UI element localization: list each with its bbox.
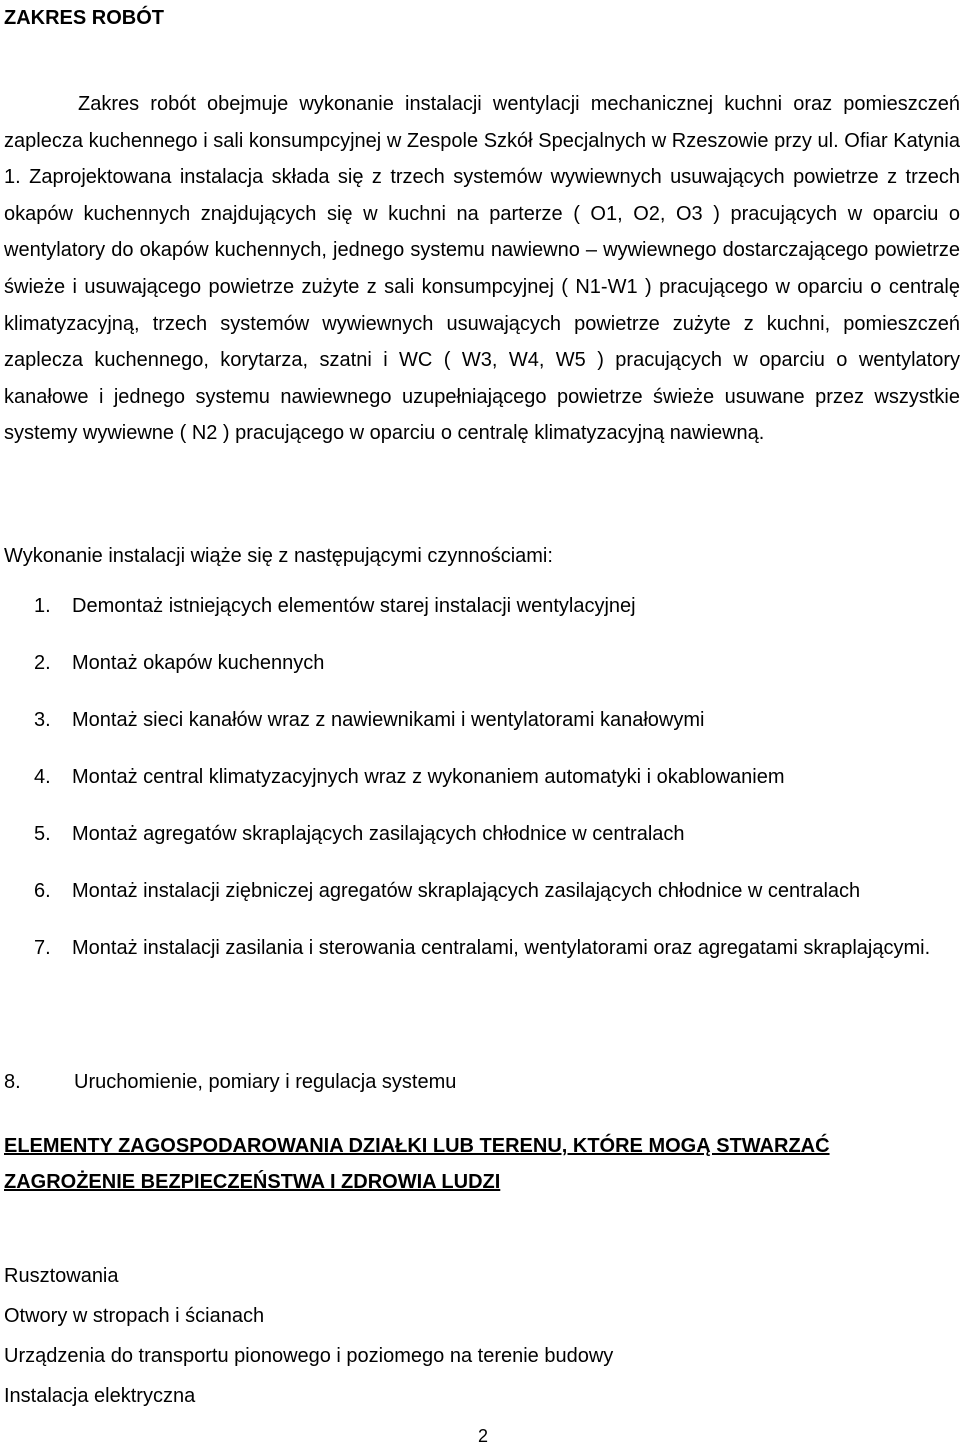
list-item (0, 759, 942, 795)
hazards-list (4, 1256, 613, 1416)
hazards-heading (4, 1128, 944, 1200)
list-item-text: Montaż okapów kuchennych (72, 652, 325, 674)
list-item-text: Montaż sieci kanałów wraz z nawiewnikami i wentylatorami kanałowymi (72, 709, 705, 731)
list-item-number: 6. (34, 880, 51, 902)
list-item-text: Demontaż istniejących elementów starej instalacji wentylacyjnej (72, 595, 636, 617)
list-item (0, 588, 942, 624)
list-item-text: Montaż central klimatyzacyjnych wraz z wykonaniem automatyki i okablowaniem (72, 766, 785, 788)
hazard-item: Otwory w stropach i ścianach (4, 1305, 265, 1327)
list-item (0, 645, 942, 681)
list-item-text: Montaż instalacji zasilania i sterowania centralami, wentylatorami oraz agregatami skraplającymi. (72, 937, 931, 959)
section-title: ZAKRES ROBÓT (4, 7, 164, 29)
hazards-heading-line2: ZAGROŻENIE BEZPIECZEŃSTWA I ZDROWIA LUDZI (4, 1171, 501, 1193)
list-item (0, 816, 942, 852)
tasks-intro: Wykonanie instalacji wiąże się z następującymi czynnościami: (4, 545, 553, 567)
list-item-number: 7. (34, 937, 51, 959)
scope-paragraph-text: Zakres robót obejmuje wykonanie instalacji wentylacji mechanicznej kuchni oraz pomieszczeń zaplecza kuchennego i sali konsumpcyjnej w Zespole Szkół Specjalnych w Rzeszowie przy ul. Ofiar Katynia 1. Zaprojektowana instalacja składa się z trzech systemów wywiewnych usuwających powietrze z trzech okapów kuchennych znajdujących się w kuchni na parterze ( O1, O2, O3 ) pracujących w oparciu o wentylatory do okapów kuchennych, jednego systemu nawiewno – wywiewnego dostarczającego powietrze świeże i usuwającego powietrze zużyte z sali konsumpcyjnej ( N1-W1 ) pracującego w oparciu o centralę klimatyzacyjną, trzech systemów wywiewnych usuwających powietrze zużyte z kuchni, pomieszczeń zaplecza kuchennego, korytarza, szatni i WC ( W3, W4, W5 ) pracujących w oparciu o wentylatory kanałowe i jednego systemu nawiewnego uzupełniającego powietrze świeże usuwane przez wszystkie systemy wywiewne ( N2 ) pracującego w oparciu o centralę klimatyzacyjną nawiewną. (4, 93, 960, 445)
list-item (0, 702, 942, 738)
hazard-item: Instalacja elektryczna (4, 1385, 196, 1407)
scope-paragraph (4, 86, 960, 452)
list-item-number: 3. (34, 709, 51, 731)
list-item (0, 873, 892, 909)
hazards-heading-line1: ELEMENTY ZAGOSPODAROWANIA DZIAŁKI LUB TERENU, KTÓRE MOGĄ STWARZAĆ (4, 1135, 830, 1157)
list-item-number: 5. (34, 823, 51, 845)
page-number: 2 (478, 1426, 489, 1446)
hazard-item: Urządzenia do transportu pionowego i poziomego na terenie budowy (4, 1345, 614, 1367)
list-item-number: 1. (34, 595, 51, 617)
tasks-list (0, 588, 960, 987)
list-item-number: 8. (4, 1071, 21, 1093)
list-item (0, 930, 942, 966)
list-item (4, 1064, 456, 1100)
list-item-number: 2. (34, 652, 51, 674)
hazard-item: Rusztowania (4, 1265, 119, 1287)
list-item-text: Montaż agregatów skraplających zasilających chłodnice w centralach (72, 823, 685, 845)
list-item-number: 4. (34, 766, 51, 788)
list-item-text: Uruchomienie, pomiary i regulacja systemu (74, 1071, 457, 1093)
list-item-text: Montaż instalacji ziębniczej agregatów skraplających zasilających chłodnice w centralach (72, 880, 861, 902)
